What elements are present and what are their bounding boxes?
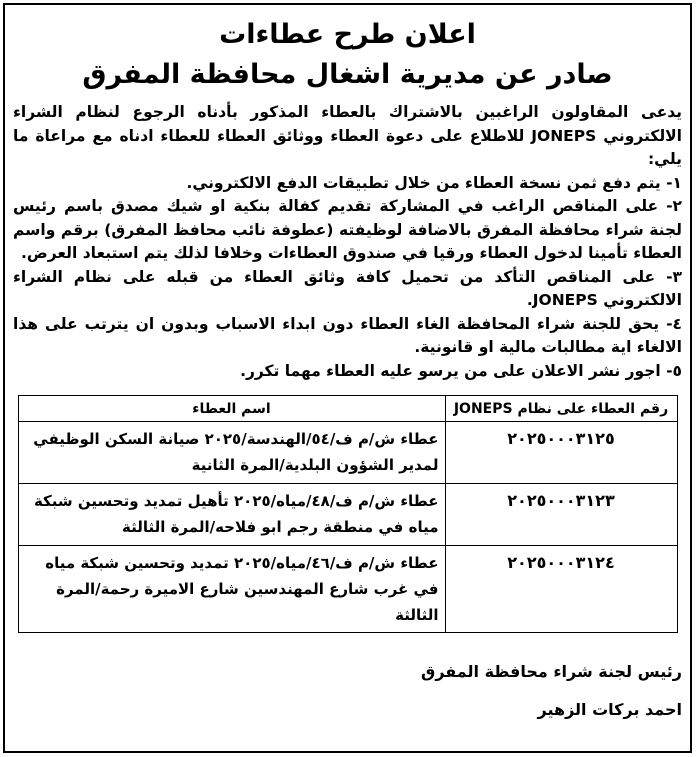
header-tender-number: رقم العطاء على نظام JONEPS	[445, 396, 677, 422]
header-tender-name: اسم العطاء	[18, 396, 445, 422]
table-header-row	[18, 396, 677, 422]
condition-2: ٢- على المناقص الراغب في المشاركة تقديم كفالة بنكية او شيك مصدق باسم رئيس لجنة شراء محافظة المفرق بالاضافة لوظيفته (عطوفة نائب محافظ المفرق) برقم واسم العطاء تأمينا لدخول العطاء ورقيا في صندوق العطاءات وخلافا لذلك يتم استبعاد العرض.	[13, 197, 682, 262]
tender-announcement	[3, 3, 692, 753]
tenders-table	[18, 395, 678, 633]
condition-3: ٣- على المناقص التأكد من تحميل كافة وثائق العطاء من قبله على نظام الشراء الالكتروني JONEPS.	[13, 267, 682, 309]
tender-number: ٢٠٢٥٠٠٠٣١٢٥	[445, 422, 677, 484]
signature-block	[13, 653, 682, 729]
tender-name: عطاء ش/م ف/٤٦/مياه/٢٠٢٥ تمديد وتحسين شبكة مياه في غرب شارع المهندسين شارع الاميرة رحمة/المرة الثالثة	[18, 546, 445, 633]
table-row	[18, 484, 677, 546]
announcement-title: اعلان طرح عطاءات	[219, 19, 476, 50]
announcement-subtitle: صادر عن مديرية اشغال محافظة المفرق	[82, 59, 613, 90]
tender-number: ٢٠٢٥٠٠٠٣١٢٤	[445, 546, 677, 633]
condition-4: ٤- يحق للجنة شراء المحافظة الغاء العطاء دون ابداء الاسباب وبدون ان يترتب على هذا الالغاء اية مطالبات مالية او قانونية.	[13, 314, 682, 356]
signature-role: رئيس لجنة شراء محافظة المفرق	[421, 662, 682, 681]
announcement-body	[13, 101, 682, 383]
intro-paragraph: يدعى المقاولون الراغبين بالاشتراك بالعطاء المذكور بأدناه الرجوع لنظام الشراء الالكتروني JONEPS للاطلاع على دعوة العطاء ووثائق العطاء للعطاء ادناه مع مراعاة ما يلي:	[13, 103, 682, 168]
tender-name: عطاء ش/م ف/٥٤/الهندسة/٢٠٢٥ صيانة السكن الوظيفي لمدير الشؤون البلدية/المرة الثانية	[18, 422, 445, 484]
signature-name: احمد بركات الزهير	[537, 700, 682, 719]
condition-1: ١- يتم دفع ثمن نسخة العطاء من خلال تطبيقات الدفع الالكتروني.	[186, 173, 682, 192]
table-row	[18, 422, 677, 484]
tender-number: ٢٠٢٥٠٠٠٣١٢٣	[445, 484, 677, 546]
condition-5: ٥- اجور نشر الاعلان على من يرسو عليه العطاء مهما تكرر.	[240, 361, 682, 380]
tender-name: عطاء ش/م ف/٤٨/مياه/٢٠٢٥ تأهيل تمديد وتحسين شبكة مياه في منطقة رجم ابو فلاحه/المرة الثالثة	[18, 484, 445, 546]
table-row	[18, 546, 677, 633]
